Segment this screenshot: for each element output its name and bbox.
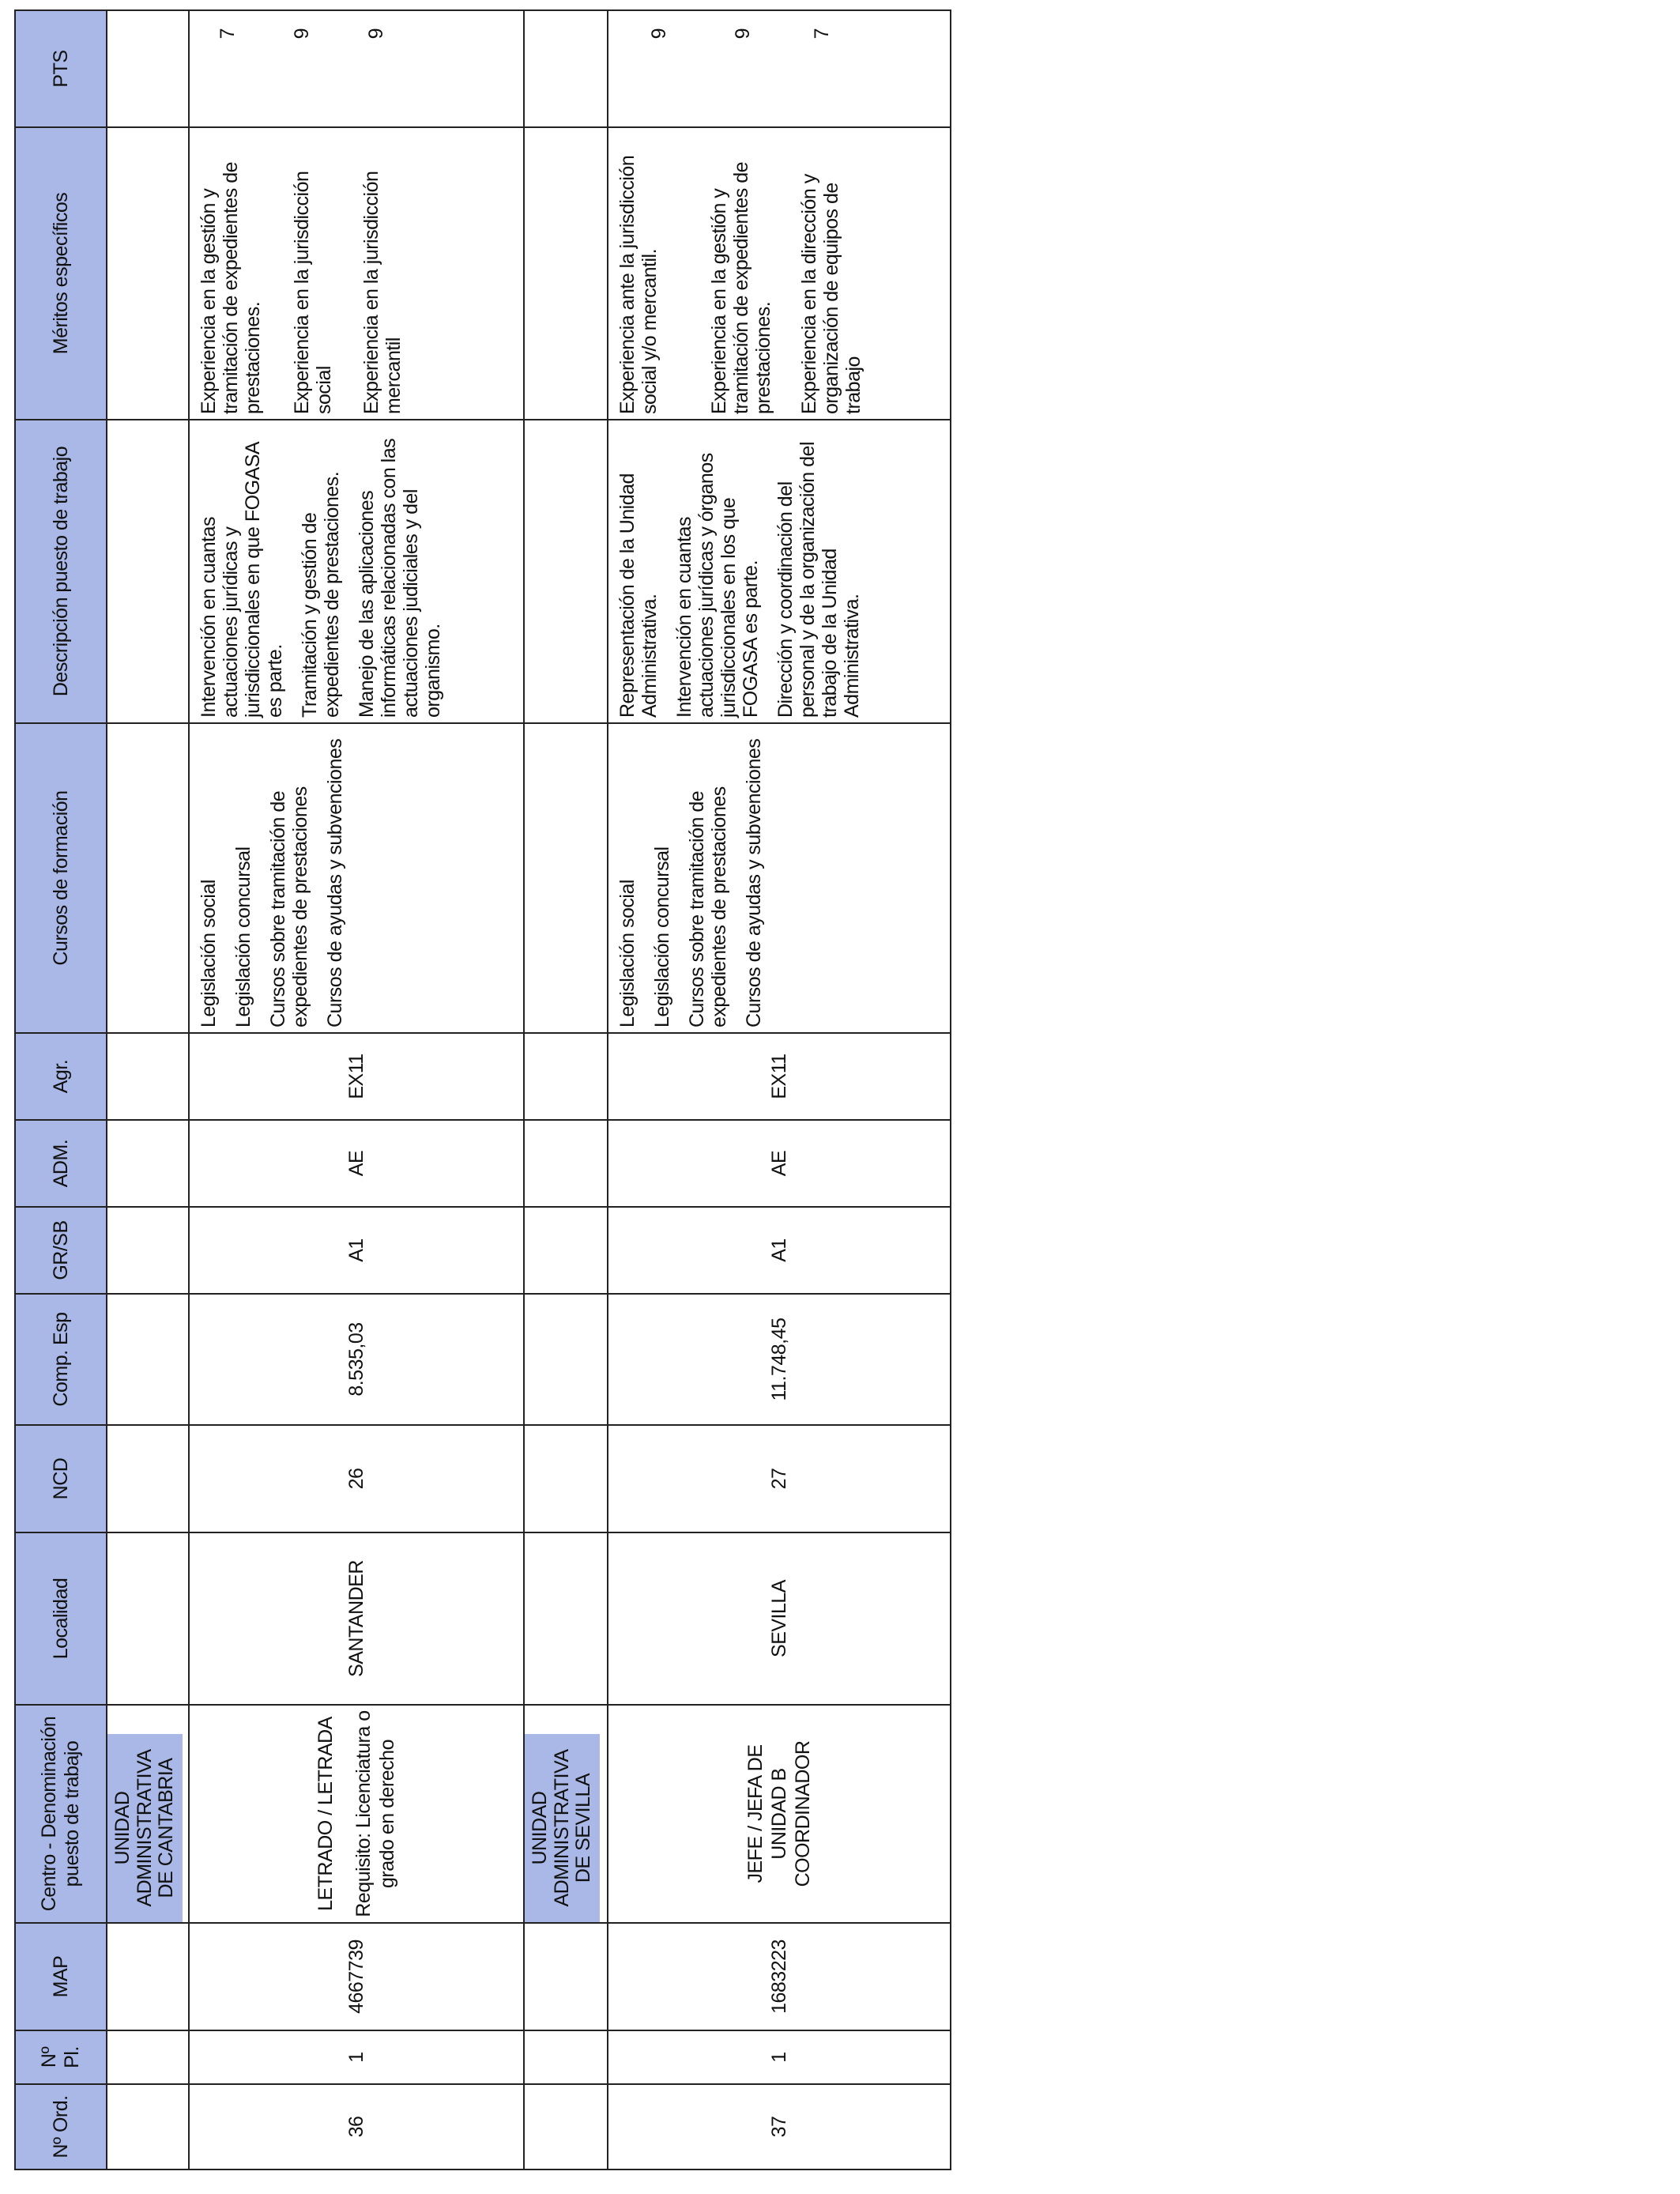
header-map: MAP (15, 1923, 107, 2030)
ncd-cell: 26 (189, 1425, 524, 1532)
job-positions-table (14, 9, 951, 2170)
header-centro: Centro - Denominación puesto de trabajo (15, 1705, 107, 1923)
unit-name-cantabria: UNIDAD ADMINISTRATIVA DE CANTABRIA (107, 1734, 183, 1922)
merito-item: Experiencia en la gestión y tramitación de expedientes de prestaciones. (708, 161, 774, 414)
merito-item: Experiencia en la jurisdicción mercantil (360, 171, 405, 414)
n-pl-cell: 1 (189, 2030, 524, 2084)
header-localidad: Localidad (15, 1532, 107, 1705)
adm-cell: AE (608, 1120, 951, 1207)
pts-value: 7 (811, 28, 833, 40)
adm-cell: AE (189, 1120, 524, 1207)
descripcion-item: Intervención en cuantas actuaciones jurídicas y órganos jurisdiccionales en los que FOGASA es parte. (673, 453, 762, 718)
pts-value: 9 (291, 28, 313, 40)
pts-cell (189, 10, 524, 127)
unit-name-sevilla: UNIDAD ADMINISTRATIVA DE SEVILLA (525, 1734, 600, 1922)
descripcion-item: Manejo de las aplicaciones informáticas relacionadas con las actuaciones judiciales y del organismo. (356, 438, 444, 718)
map-cell: 4667739 (189, 1923, 524, 2030)
puesto-cell (608, 1705, 951, 1923)
pts-value: 9 (365, 28, 387, 40)
descripcion-item: Tramitación y gestión de expedientes de prestaciones. (299, 471, 343, 718)
pts-cell (608, 10, 951, 127)
descripcion-cell (189, 420, 524, 723)
descripcion-item: Dirección y coordinación del personal y de la organización del trabajo de la Unidad Administrativa. (774, 441, 863, 718)
header-cursos: Cursos de formación (15, 723, 107, 1033)
table-row (189, 10, 524, 2169)
header-descripcion: Descripción puesto de trabajo (15, 420, 107, 723)
curso-item: Cursos sobre tramitación de expedientes de prestaciones (267, 786, 311, 1027)
descripcion-item: Representación de la Unidad Administrativa. (616, 473, 661, 718)
unit-cell (107, 1705, 189, 1923)
unit-row-sevilla (524, 10, 608, 2169)
comp-esp-cell: 8.535,03 (189, 1294, 524, 1425)
header-n-pl: Nº Pl. (15, 2030, 107, 2084)
gr-sb-cell: A1 (608, 1207, 951, 1294)
gr-sb-cell: A1 (189, 1207, 524, 1294)
pts-value: 9 (648, 28, 670, 40)
unit-cell (524, 1705, 608, 1923)
descripcion-item: Intervención en cuantas actuaciones jurídicas y jurisdiccionales en que FOGASA es parte. (198, 443, 286, 718)
header-adm: ADM. (15, 1120, 107, 1207)
puesto-cell (189, 1705, 524, 1923)
cursos-cell (189, 723, 524, 1033)
header-meritos: Méritos específicos (15, 127, 107, 420)
localidad-cell: SEVILLA (608, 1532, 951, 1705)
curso-item: Legislación concursal (232, 846, 254, 1027)
rotated-table-container (14, 11, 950, 2170)
curso-item: Cursos de ayudas y subvenciones (324, 738, 346, 1027)
meritos-cell (189, 127, 524, 420)
header-row (15, 10, 107, 2169)
ncd-cell: 27 (608, 1425, 951, 1532)
curso-item: Legislación social (616, 880, 638, 1027)
header-comp-esp: Comp. Esp (15, 1294, 107, 1425)
header-pts: PTS (15, 10, 107, 127)
merito-item: Experiencia en la jurisdicción social (291, 171, 335, 414)
puesto-title: LETRADO / LETRADA (315, 1717, 337, 1911)
agr-cell: EX11 (189, 1033, 524, 1120)
agr-cell: EX11 (608, 1033, 951, 1120)
map-cell: 1683223 (608, 1923, 951, 2030)
comp-esp-cell: 11.748,45 (608, 1294, 951, 1425)
curso-item: Legislación concursal (651, 846, 673, 1027)
curso-item: Legislación social (198, 880, 220, 1027)
curso-item: Cursos de ayudas y subvenciones (743, 738, 765, 1027)
puesto-requirement: Requisito: Licenciatura o grado en derecho (352, 1710, 398, 1917)
header-ncd: NCD (15, 1425, 107, 1532)
merito-item: Experiencia en la gestión y tramitación de expedientes de prestaciones. (198, 161, 264, 414)
localidad-cell: SANTANDER (189, 1532, 524, 1705)
descripcion-cell (608, 420, 951, 723)
meritos-cell (608, 127, 951, 420)
table-row (608, 10, 951, 2169)
n-ord-cell: 36 (189, 2084, 524, 2169)
curso-item: Cursos sobre tramitación de expedientes de prestaciones (686, 786, 730, 1027)
n-pl-cell: 1 (608, 2030, 951, 2084)
merito-item: Experiencia en la dirección y organización de equipos de trabajo (798, 174, 864, 414)
header-n-ord: Nº Ord. (15, 2084, 107, 2169)
cursos-cell (608, 723, 951, 1033)
pts-value: 7 (217, 28, 239, 40)
header-gr-sb: GR/SB (15, 1207, 107, 1294)
pts-value: 9 (732, 28, 754, 40)
puesto-title: JEFE / JEFA DE UNIDAD B COORDINADOR (744, 1740, 814, 1887)
unit-row-cantabria (107, 10, 189, 2169)
n-ord-cell: 37 (608, 2084, 951, 2169)
header-agr: Agr. (15, 1033, 107, 1120)
merito-item: Experiencia ante la jurisdicción social y/o mercantil. (616, 155, 661, 414)
